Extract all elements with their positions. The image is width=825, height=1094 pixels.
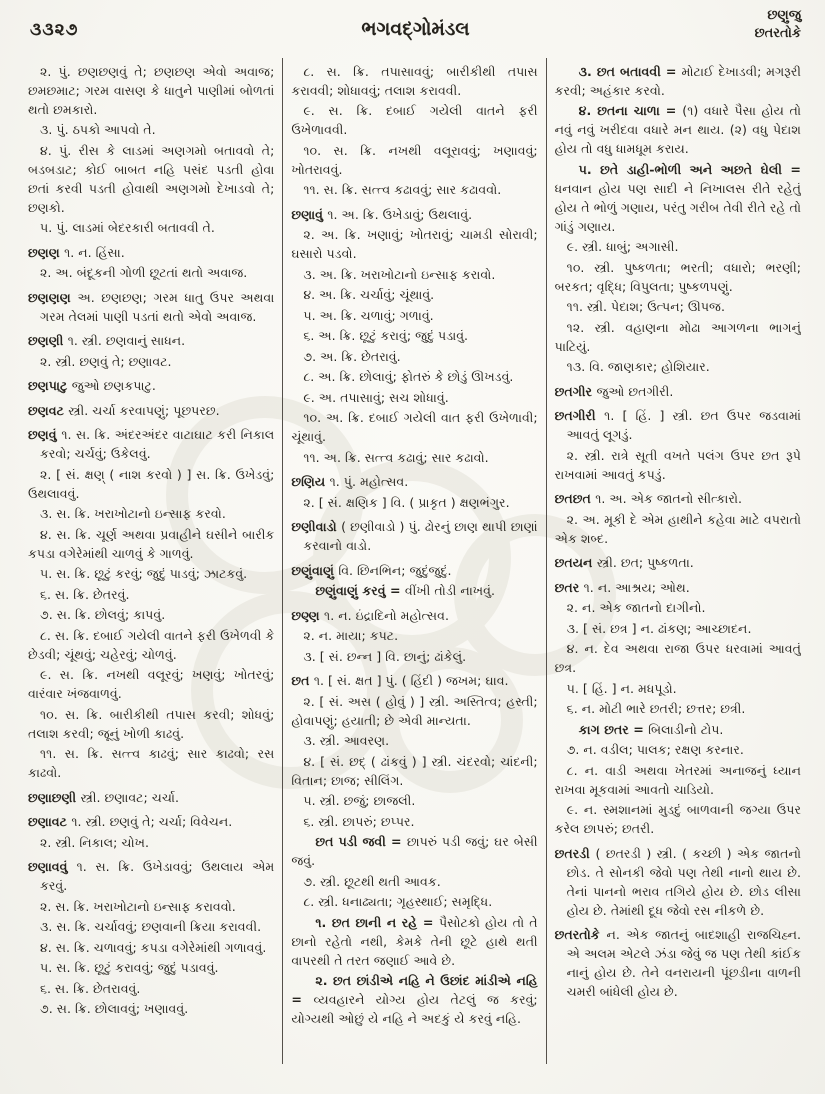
sense-line: ૫. પું. લાડમાં બેદરકારી બતાવવી તે. — [40, 220, 215, 235]
idiom-line: ૨. છત છાંડીએ નહિ ને ઉછાંદ માંડીએ નહિ = વ્યવહારને યોગ્ય હોય તેટલું જ કરવું; યોગ્યથી ઓછું યે નહિ ને અદકું યે કરવું નહિ. — [291, 973, 538, 1026]
sense-line: ૨. અ. ક્રિ. ખણાવું; ખોતરાવું; ચામડી સોરાવી; ઘસારો પડવો. — [291, 227, 538, 261]
dictionary-entry: છતરતોકે ન. એક જાતનું બાદશાહી રાજચિહ્ન. એ અલમ એટલે ઝંડા જેવું જ પણ તેથી કાંઈક નાનું હોય છે. તેને વનરાયની પૂંછડીના વાળની ચમરી બાંધેલી હોય છે. — [554, 927, 801, 999]
idiom-lead: ૫. છતે ડાહી-ભોળી અને અછતે ઘેલી = — [578, 161, 801, 177]
idiom-line: ૫. છતે ડાહી-ભોળી અને અછતે ઘેલી = ધનવાન હોય પણ સાદી ને નિખાલસ રીતે રહેતું હોય તે ભોળું ગણાય, પરંતુ ગરીબ તેવી રીતે રહે તો ગાંડું ગણાય. — [554, 161, 801, 234]
sense-line: ૫. [ હિં. ] ન. મધપૂડો. — [566, 680, 677, 696]
sense-line: ૪. ન. દેવ અથવા રાજા ઉપર ધરવામાં આવતું છત્ર. — [554, 641, 801, 675]
sense-line: ૭. અ. ક્રિ. છેતરાવું. — [303, 348, 401, 364]
sense-line: ૧૧. સ્ત્રી. પેદાશ; ઉત્પન; ઊપજ. — [566, 299, 725, 314]
column-middle — [282, 58, 545, 1064]
dictionary-entry: છણાછણી સ્ત્રી. છણાવટ; ચર્ચા. — [28, 789, 179, 805]
headword: છણાવટ — [28, 814, 72, 829]
idiom-lead: કાગ છતર = — [578, 721, 649, 737]
headword: છતર — [554, 579, 584, 595]
sense-line: ૯. સ્ત્રી. ધાબું; અગાસી. — [566, 239, 679, 254]
sense-line: ૨. ન. એક જાતનો દાગીનો. — [566, 600, 706, 615]
sense-line: ૨. અ. બંદૂકની ગોળી છૂટતાં થતો અવાજ. — [40, 265, 248, 280]
sense-line: ૩. અ. ક્રિ. ખરાખોટાનો ઇન્સાફ કરાવો. — [303, 266, 496, 282]
sense-line: ૬. ન. મોટી ભારે છતરી; છત્તર; છત્રી. — [566, 701, 746, 716]
guide-word-last: છતરતોકે — [754, 26, 801, 41]
idiom-lead: ૪. છતના ચાળા = — [578, 103, 683, 118]
sense-line: ૩. સ. ક્રિ. ખરાખોટાનો ઇન્સાફ કરવો. — [40, 506, 226, 521]
idiom-line: ૪. છતના ચાળા = (૧) વધારે પૈસા હોય તો નવું નવું ખરીદવા વધારે મન થાય. (૨) વધુ પેદાશ હોય તો વધુ ધામધૂમ કરાય. — [554, 103, 801, 156]
column-right — [546, 58, 801, 1064]
headword: છત — [291, 673, 314, 688]
dictionary-entry: છતછત ૧. અ. એક જાતનો સીત્કારો. — [554, 491, 743, 506]
dictionary-entry: છત ૧. [ સં. ક્ષત ] પું. ( હિંદી ) જખમ; ઘાવ. — [291, 673, 509, 688]
sense-line: ૧૨. સ્ત્રી. વહાણના મોઢા આગળના ભાગનું પાટિયું. — [554, 319, 801, 354]
sense-line: ૫. સ. ક્રિ. છૂટું કરવું; જુદું પાડવું; ઝાટકવું. — [40, 566, 248, 581]
sense-line: ૪. સ. ક્રિ. ચૂર્ણ અથવા પ્રવાહીને ઘસીને બારીક કપડા વગેરેમાંથી ચાળવું કે ગાળવું. — [28, 526, 275, 561]
sense-line: ૭. સ. ક્રિ. છોલાવવું; ખણાવવું. — [40, 1001, 189, 1016]
headword: છણાવું — [291, 206, 328, 222]
page-header — [30, 8, 801, 56]
dictionary-entry: છણણી ૧. સ્ત્રી. છણવાનું સાધન. — [28, 333, 186, 348]
headword: છણ્ણ — [291, 607, 325, 623]
dictionary-entry: છણ્ણ ૧. ન. ઇંદ્રાદિનો મહોત્સવ. — [291, 607, 449, 623]
sense-line: ૯. અ. તપાસાવું; સચ શોધાવું. — [303, 389, 449, 405]
idiom-lead: ૩. છત બતાવવી = — [578, 63, 682, 79]
idiom-line: છત પડી જવી = છાપરું પડી જવું; ઘર બેસી જવું. — [291, 834, 538, 868]
idiom-line: છણુંવાણું કરવું = વીંખી તોડી નાખવું. — [315, 583, 496, 598]
dictionary-entry: છણપાટુ જુઓ છણકપાટુ. — [28, 378, 156, 393]
headword: છતગીર — [554, 383, 597, 399]
sense-line: ૩. સ. ક્રિ. ચર્ચાવવું; છણવાની ક્રિયા કરાવવી. — [40, 919, 262, 934]
sense-line: ૪. અ. ક્રિ. ચર્ચાવું; ચૂંથાવું. — [303, 287, 435, 302]
headword: છણણણ — [28, 289, 78, 305]
sense-line: ૯. ન. સ્મશાનમાં મુડદું બાળવાની જગ્યા ઉપર કરેલ છાપરું; છતરી. — [554, 802, 801, 836]
headword: છણુંવાણું — [291, 562, 339, 578]
sense-line: ૯. સ. ક્રિ. દબાઈ ગયેલી વાતને ફરી ઉખેળાવવી. — [291, 103, 538, 137]
column-left — [28, 58, 282, 1064]
dictionary-entry: છતયન સ્ત્રી. છત; પુષ્કળતા. — [554, 555, 694, 570]
dictionary-entry: છણાવવું ૧. સ. ક્રિ. ઉખેડાવવું; ઉથલાય એમ કરવું. — [28, 859, 275, 893]
headword: છણવટ — [28, 402, 69, 418]
sense-line: ૮. અ. ક્રિ. છોલાવું; ફોતરું કે છોડું ઊખડવું. — [303, 369, 514, 384]
dictionary-entry: છણુંવાણું વિ. છિનભિન; જુદુંજુદું. — [291, 562, 452, 578]
headword: છતછત — [554, 491, 596, 506]
sense-line: ૧૩. વિ. જાણકાર; હોશિયાર. — [566, 359, 710, 374]
sense-line: ૪. સ. ક્રિ. ચળાવવું; કપડા વગેરેમાંથી ગળાવવું. — [40, 939, 267, 955]
sense-line: ૧૧. સ. ક્રિ. સત્ત્વ કઢાવવું; સાર કઢાવવો. — [303, 182, 502, 197]
dictionary-entry: છતગીર જુઓ છતગીરી. — [554, 383, 674, 399]
sense-line: ૭. ન. વડીલ; પાલક; રક્ષણ કરનાર. — [566, 742, 744, 757]
dictionary-entry: છણવું ૧. સ. ક્રિ. અંદરઅંદર વાટાઘાટ કરી નિકાલ કરવો; ચર્ચવું; ઉકેલવું. — [28, 427, 275, 461]
headword: છતગીરી — [554, 408, 605, 423]
sense-line: ૩. સ્ત્રી. આવરણ. — [303, 733, 390, 748]
sense-line: ૫. અ. ક્રિ. ચળાવું; ગળાવું. — [303, 307, 434, 323]
headword: છતયન — [554, 555, 597, 570]
page-title: ભગવદ્ગોમંડલ — [361, 18, 470, 40]
sense-line: ૩. પું. ઠપકો આપવો તે. — [40, 122, 156, 137]
sense-line: ૧૧. અ. ક્રિ. સત્ત્વ કઢાવું; સાર કઢાવો. — [303, 449, 489, 465]
headword: છણિય — [291, 474, 330, 489]
sense-line: ૬. સ. ક્રિ. છેતરવું. — [40, 586, 130, 602]
sense-line: ૨. અ. મૂકી દે એમ હાથીને કહેવા માટે વપરાતો એક શબ્દ. — [554, 511, 801, 546]
sense-line: ૨. સ્ત્રી. નિકાલ; ચોખ. — [40, 834, 149, 850]
sense-line: ૨. [ સં. ક્ષણ્ ( નાશ કરવો ) ] સ. ક્રિ. ઉખેડવું; ઉથલાવવું. — [28, 466, 275, 501]
idiom-line: કાગ છતર = બિલાડીનો ટોપ. — [578, 721, 724, 737]
dictionary-entry: છણીવાડો ( છણીવાડો ) પું. ઢોરનું છાણ થાપી છાણાં કરવાનો વાડો. — [291, 519, 538, 553]
page-number: ૩૩૨૭ — [30, 20, 79, 40]
sense-line: ૧૦. અ. ક્રિ. દબાઈ ગયેલી વાત ફરી ઉખેળાવી; ચૂંથાવું. — [291, 410, 538, 444]
sense-line: ૬. સ. ક્રિ. છેતરાવવું. — [40, 980, 141, 996]
sense-line: ૮. સ. ક્રિ. દબાઈ ગયેલી વાતને ફરી ઉખેળવી કે છેડવી; ચૂંથવું; ચહેરવું; ચોળવું. — [28, 627, 275, 662]
sense-line: ૫. સ. ક્રિ. છૂટું કરાવવું; જુદું પડાવવું. — [40, 960, 219, 975]
sense-line: ૮. ન. વાડી અથવા ખેતરમાં અનાજનું ધ્યાન રાખવા મૂકવામાં આવતો ચાડિયો. — [554, 762, 801, 797]
sense-line: ૮. સ. ક્રિ. તપાસાવવું; બારીકીથી તપાસ કરાવવી; શોધાવવું; તલાશ કરાવવી. — [291, 63, 538, 98]
sense-line: ૬. અ. ક્રિ. છૂટું કરાવું; જુદું પડાવું. — [303, 328, 469, 343]
idiom-lead: છત પડી જવી = — [315, 834, 407, 849]
headword: છણાવવું — [28, 859, 77, 874]
headword: છણવું — [28, 427, 62, 442]
sense-line: ૮. સ્ત્રી. ધનાઢ્યતા; ગૃહસ્થાઈ; સમૃદ્ધિ. — [303, 894, 493, 909]
dictionary-columns — [28, 58, 801, 1064]
dictionary-entry: છતગીરી ૧. [ હિં. ] સ્ત્રી. છત ઉપર જડવામાં આવતું લૂગડું. — [554, 408, 801, 442]
sense-line: ૭. સ. ક્રિ. છોલવું; કાપવું. — [40, 607, 166, 622]
sense-line: ૯. સ. ક્રિ. નખથી વલૂરવું; ખણવું; ખોતરવું; વારંવાર ખંજવાળવું. — [28, 667, 275, 701]
idiom-lead: ૧. છત છાની ન રહે = — [315, 914, 439, 930]
idiom-line: ૧. છત છાની ન રહે = પૈસોટકો હોય તો તે છાનો રહેતો નથી, કેમકે તેની છૂટે હાથે થતી વાપરથી તે તરત જણાઈ આવે છે. — [291, 914, 538, 968]
dictionary-entry: છતર ૧. ન. આશ્રય; ઓથ. — [554, 579, 690, 595]
sense-line: ૧૦. સ્ત્રી. પુષ્કળતા; ભરતી; વધારો; ભરણી; બરકત; વૃદ્ધિ; વિપુલતા; પુષ્કળપણું. — [554, 259, 801, 294]
sense-line: ૪. [ સં. છદ્ ( ઢાંકવું ) ] સ્ત્રી. ચંદરવો; ચાંદની; વિતાન; છાજ; સીલિંગ. — [291, 753, 538, 788]
sense-line: ૨. પું. છણછણવું તે; છણછણ એવો અવાજ; છમછમાટ; ગરમ વાસણ કે ધાતુને પાણીમાં બોળતાં થતો છમકારો. — [28, 63, 275, 117]
idiom-lead: ૨. છત છાંડીએ નહિ ને ઉછાંદ માંડીએ નહિ = — [291, 973, 538, 1007]
sense-line: ૨. [ સં. ક્ષણિક ] વિ. ( પ્રાકૃત ) ક્ષણભંગુર. — [303, 494, 510, 510]
headword: છણણી — [28, 333, 68, 348]
sense-line: ૧૧. સ. ક્રિ. સત્ત્વ કાઢવું; સાર કાઢવો; રસ કાઢવો. — [28, 746, 275, 780]
idiom-line: ૩. છત બતાવવી = મોટાઈ દેખાડવી; મગરૂરી કરવી; અહંકાર કરવો. — [554, 63, 801, 98]
sense-line: ૩. [ સં. છત્ર ] ન. ઢાંકણ; આચ્છાદન. — [566, 620, 752, 636]
headword: છણણ — [28, 244, 65, 260]
guide-word-first: છણુજુ — [767, 8, 801, 23]
sense-line: ૨. સ. ક્રિ. ખરાખોટાનો ઇન્સાફ કરાવવો. — [40, 898, 236, 914]
sense-line: ૨. [ સં. અસ ( હોવું ) ] સ્ત્રી. અસ્તિત્વ; હસ્તી; હોવાપણું; હયાતી; છે એવી માન્યતા. — [291, 693, 538, 728]
guide-words — [755, 7, 801, 43]
sense-line: ૨. ન. માયા; કપટ. — [303, 628, 399, 643]
headword: છતરતોકે — [554, 927, 607, 942]
dictionary-entry: છણવટ સ્ત્રી. ચર્ચા કરવાપણું; પૂછપરછ. — [28, 402, 220, 418]
headword: છણીવાડો — [291, 519, 342, 534]
sense-line: ૧૦. સ. ક્રિ. નખથી વલૂરાવવું; ખણાવવું; ખોતરાવવું. — [291, 142, 538, 177]
headword: છણપાટુ — [28, 378, 72, 393]
sense-line: ૫. સ્ત્રી. છજું; છાજલી. — [303, 793, 416, 808]
sense-line: ૬. સ્ત્રી. છાપરું; છપ્પર. — [303, 813, 415, 829]
sense-line: ૧૦. સ. ક્રિ. બારીકીથી તપાસ કરવી; શોધવું; તલાશ કરવી; જૂનું ખોળી કાઢવું. — [28, 706, 275, 741]
idiom-lead: છણુંવાણું કરવું = — [315, 583, 405, 598]
sense-line: ૩. [ સં. છન્ન ] વિ. છાનું; ઢાંકેલું. — [303, 648, 467, 664]
dictionary-entry: છણાવટ ૧. સ્ત્રી. છણવું તે; ચર્ચા; વિવેચન. — [28, 814, 233, 829]
headword: છતરડી — [554, 845, 596, 861]
dictionary-entry: છણાવું ૧. અ. ક્રિ. ઉખેડાવું; ઉથલાવું. — [291, 206, 473, 222]
sense-line: ૨. સ્ત્રી. રાત્રે સૂતી વખતે પલંગ ઉપર છત રૂપે રાખવામાં આવતું કપડું. — [554, 447, 801, 482]
dictionary-entry: છતરડી ( છતરડી ) સ્ત્રી. ( કચ્છી ) એક જાતનો છોડ. તે સોનકી જેવો પણ તેથી નાનો થાય છે. તેનાં પાનનો ભરાવ તગિયે હોય છે. છોડ લીસા હોય છે. તેમાંથી દૂધ જેવો રસ નીકળે છે. — [554, 845, 801, 918]
dictionary-entry: છણણણ અ. છણછણ; ગરમ ધાતુ ઉપર અથવા ગરમ તેલમાં પાણી પડતાં થતો એવો અવાજ. — [28, 289, 275, 324]
dictionary-entry: છણિય ૧. પું. મહોત્સવ. — [291, 474, 409, 489]
sense-line: ૪. પું. રીસ કે લાડમાં અણગમો બતાવવો તે; બડબડાટ; કોઈ બાબત નહિ પસંદ પડતી હોવા છતાં કરવી પડતી હોવાથી અણગમો દેખાડવો તે; છણકો. — [28, 142, 275, 215]
headword: છણાછણી — [28, 789, 81, 805]
sense-line: ૨. સ્ત્રી. છણવું તે; છણાવટ. — [40, 353, 172, 369]
dictionary-entry: છણણ ૧. ન. હિંસા. — [28, 244, 125, 260]
sense-line: ૭. સ્ત્રી. છૂટથી થતી આવક. — [303, 873, 441, 889]
